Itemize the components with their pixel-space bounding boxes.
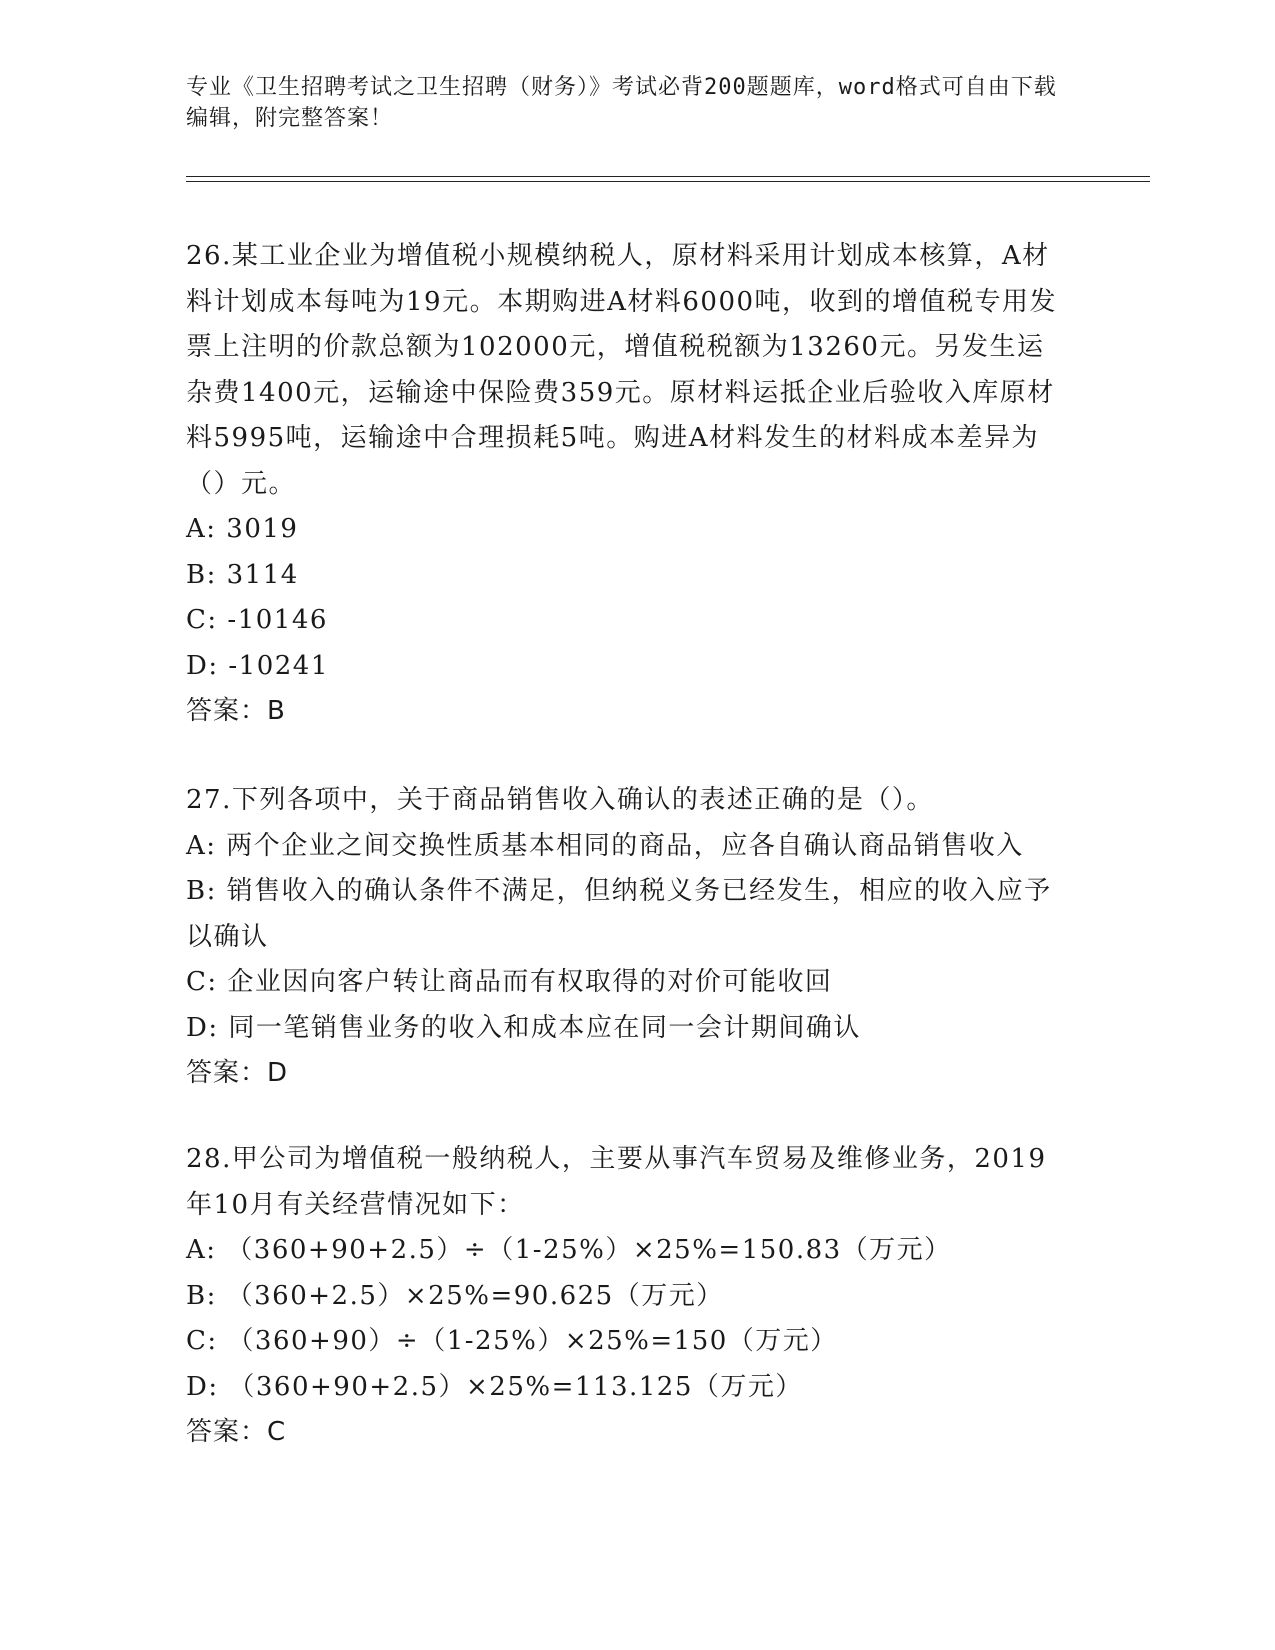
option-d: D: -10241 xyxy=(186,650,329,681)
option-d: D: 同一笔销售业务的收入和成本应在同一会计期间确认 xyxy=(186,1012,861,1043)
header-divider-line xyxy=(186,176,1150,177)
question-27 xyxy=(186,778,1066,1097)
option-c: C: （360+90）÷（1-25%）×25%=150（万元） xyxy=(186,1326,838,1356)
question-stem: 28.甲公司为增值税一般纳税人，主要从事汽车贸易及维修业务，2019年10月有关经营情况如下： xyxy=(186,1144,1047,1220)
question-stem: 26.某工业企业为增值税小规模纳税人，原材料采用计划成本核算，A材料计划成本每吨为19元。本期购进A材料6000吨，收到的增值税专用发票上注明的价款总额为102000元，增值税税额为13260元。另发生运杂费1400元，运输途中保险费359元。原材料运抵企业后验收入库原材料5995吨，运输途中合理损耗5吨。购进A材料发生的材料成本差异为（）元。 xyxy=(186,241,1058,499)
option-a: A: （360+90+2.5）÷（1-25%）×25%=150.83（万元） xyxy=(186,1235,952,1265)
question-stem: 27.下列各项中，关于商品销售收入确认的表述正确的是（）。 xyxy=(186,785,934,815)
option-c: C: 企业因向客户转让商品而有权取得的对价可能收回 xyxy=(186,967,833,997)
option-c: C: -10146 xyxy=(186,605,328,635)
option-a: A: 两个企业之间交换性质基本相同的商品，应各自确认商品销售收入 xyxy=(186,830,1024,861)
option-b: B: 3114 xyxy=(186,559,299,590)
answer-label: 答案：D xyxy=(186,1058,289,1088)
option-b: B: （360+2.5）×25%=90.625（万元） xyxy=(186,1280,724,1311)
header-divider-line-secondary xyxy=(186,181,1150,182)
answer-label: 答案：C xyxy=(186,1417,287,1447)
option-d: D: （360+90+2.5）×25%=113.125（万元） xyxy=(186,1371,803,1402)
question-26 xyxy=(186,234,1066,735)
question-28 xyxy=(186,1137,1066,1456)
option-b: B: 销售收入的确认条件不满足，但纳税义务已经发生，相应的收入应予以确认 xyxy=(186,876,1052,952)
answer-label: 答案：B xyxy=(186,696,286,726)
document-header: 专业《卫生招聘考试之卫生招聘（财务）》考试必背200题题库，word格式可自由下载编辑，附完整答案！ xyxy=(186,75,1057,131)
option-a: A: 3019 xyxy=(186,514,299,544)
